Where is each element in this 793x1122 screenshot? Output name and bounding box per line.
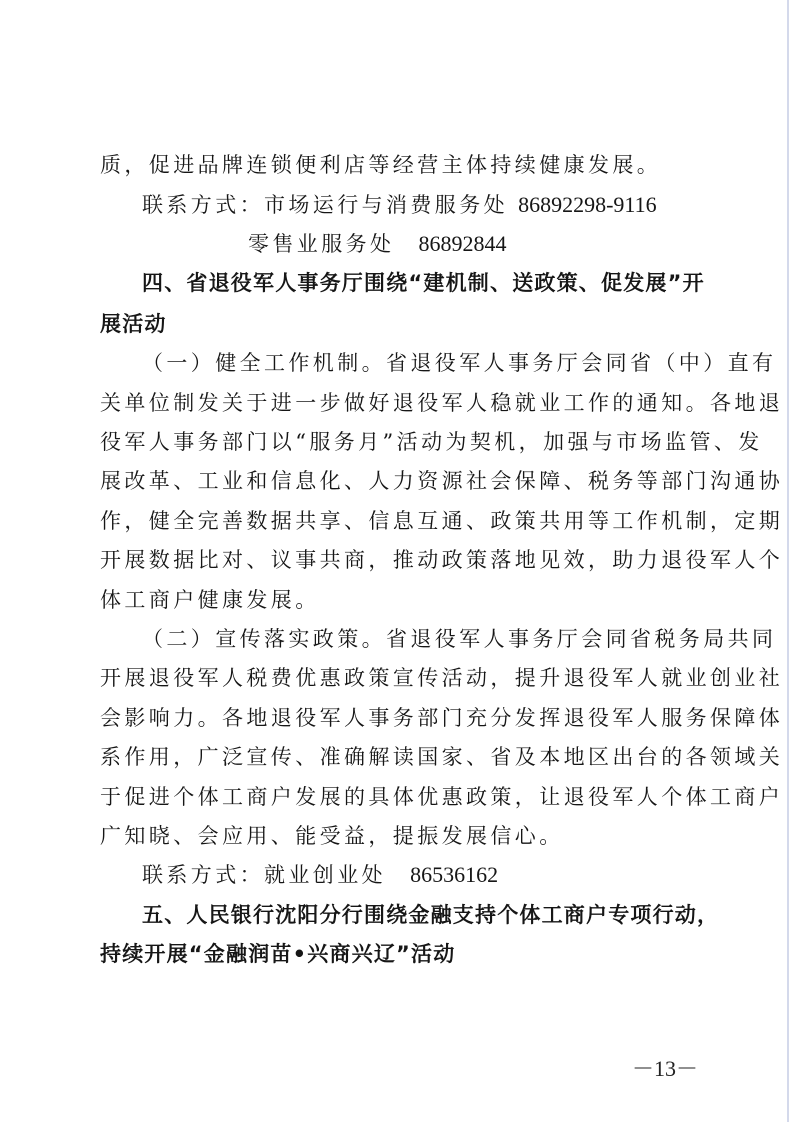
- contact-label: 联系方式：就业创业处: [142, 863, 386, 887]
- page-number: －13－: [632, 1056, 699, 1081]
- contact-line: [248, 230, 793, 258]
- contact-label: 零售业服务处: [248, 232, 395, 256]
- contact-phone: 86892844: [418, 231, 507, 256]
- body-text-line: 展改革、工业和信息化、人力资源社会保障、税务等部门沟通协: [100, 469, 784, 493]
- contact-label: 联系方式：市场运行与消费服务处: [142, 193, 508, 217]
- body-text-line: 作，健全完善数据共享、信息互通、政策共用等工作机制，定期: [100, 509, 784, 533]
- contact-line: [142, 861, 742, 889]
- body-text-line: 于促进个体工商户发展的具体优惠政策，让退役军人个体工商户: [100, 785, 784, 809]
- body-text-line: （一）健全工作机制。省退役军人事务厅会同省（中）直有: [142, 351, 777, 375]
- section-heading-cont: 持续开展“金融润苗•兴商兴辽”活动: [100, 942, 456, 966]
- contact-phone: 86892298-9116: [518, 192, 657, 217]
- body-text-line: 关单位制发关于进一步做好退役军人稳就业工作的通知。各地退: [100, 391, 784, 415]
- body-text-line: 会影响力。各地退役军人事务部门充分发挥退役军人服务保障体: [100, 706, 784, 730]
- body-text-line: 质，促进品牌连锁便利店等经营主体持续健康发展。: [100, 153, 662, 177]
- body-text-line: 开展退役军人税费优惠政策宣传活动，提升退役军人就业创业社: [100, 666, 784, 690]
- body-text-line: （二）宣传落实政策。省退役军人事务厅会同省税务局共同: [142, 627, 777, 651]
- section-heading: 四、省退役军人事务厅围绕“建机制、送政策、促发展”开: [142, 271, 705, 295]
- scan-edge-shadow: [787, 0, 789, 1122]
- body-text-line: 广知晓、会应用、能受益，提振发展信心。: [100, 824, 564, 848]
- contact-line: [142, 191, 742, 219]
- body-text-line: 系作用，广泛宣传、准确解读国家、省及本地区出台的各领域关: [100, 745, 784, 769]
- body-text-line: 开展数据比对、议事共商，推动政策落地见效，助力退役军人个: [100, 548, 784, 572]
- contact-phone: 86536162: [410, 862, 499, 887]
- section-heading-cont: 展活动: [100, 312, 167, 336]
- body-text-line: 体工商户健康发展。: [100, 588, 320, 612]
- body-text-line: 役军人事务部门以“服务月”活动为契机，加强与市场监管、发: [100, 430, 763, 454]
- section-heading: 五、人民银行沈阳分行围绕金融支持个体工商户专项行动，: [142, 903, 720, 927]
